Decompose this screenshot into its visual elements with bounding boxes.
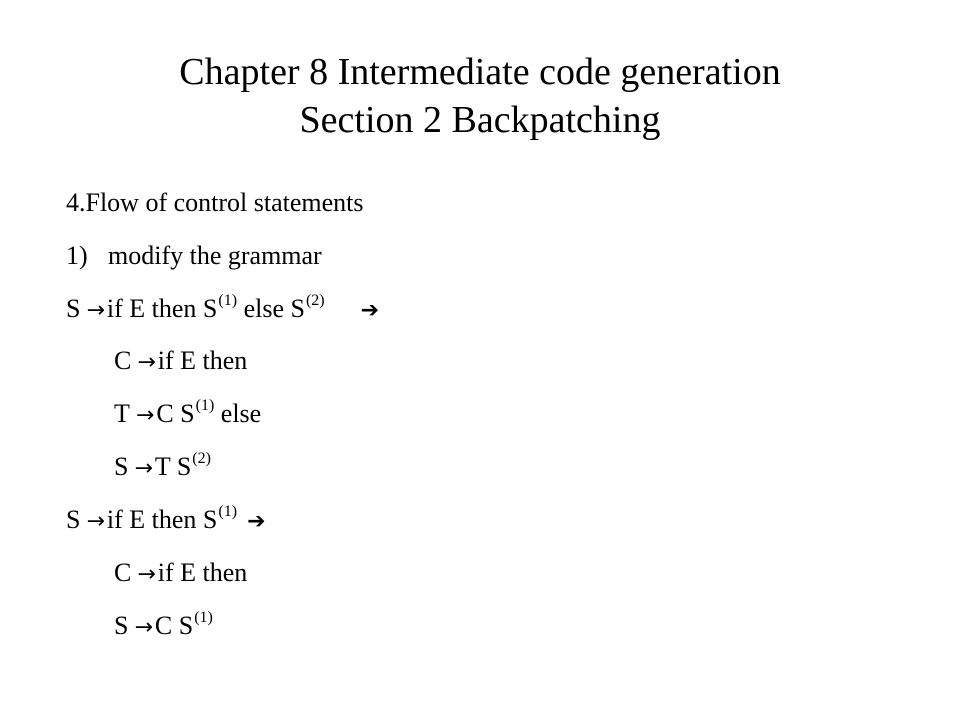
grammar-rule-s-ts xyxy=(114,452,211,484)
right-arrow-icon: → xyxy=(137,350,156,375)
rule-rhs: if E then S xyxy=(106,505,218,534)
rule-lhs: C xyxy=(114,558,132,587)
right-arrow-icon: → xyxy=(137,562,156,587)
grammar-rule-if-else xyxy=(66,294,379,326)
right-arrow-icon: → xyxy=(86,298,105,323)
right-arrow-icon: → xyxy=(134,615,153,640)
slide-title xyxy=(0,48,960,144)
right-arrow-icon: → xyxy=(86,509,105,534)
superscript: (1) xyxy=(194,609,213,626)
rule-rhs-else: else S xyxy=(237,294,305,323)
superscript: (1) xyxy=(195,397,215,414)
grammar-rule-s-cs xyxy=(114,611,213,643)
rule-rhs: T S xyxy=(154,452,192,481)
rule-rhs-tail: else xyxy=(214,399,262,428)
title-line-chapter: Chapter 8 Intermediate code generation xyxy=(179,51,781,93)
rule-rhs: C S xyxy=(154,611,194,640)
superscript: (1) xyxy=(218,503,238,520)
rule-rhs: if E then S xyxy=(106,294,218,323)
step-number: 1) xyxy=(66,241,88,270)
step-item xyxy=(66,241,322,271)
superscript: (2) xyxy=(305,292,325,309)
section-heading: 4.Flow of control statements xyxy=(66,188,364,217)
rule-lhs: S xyxy=(66,294,81,323)
rule-lhs: T xyxy=(114,399,130,428)
superscript: (2) xyxy=(192,450,211,467)
rule-rhs: if E then xyxy=(157,558,248,587)
grammar-rule-t xyxy=(114,399,261,431)
right-arrow-icon: → xyxy=(135,403,155,428)
rule-lhs: S xyxy=(66,505,81,534)
rule-lhs: S xyxy=(114,611,129,640)
rule-rhs: C S xyxy=(156,399,195,428)
implies-arrow-icon: ➔ xyxy=(247,509,266,534)
rule-lhs: S xyxy=(114,452,129,481)
superscript: (1) xyxy=(218,292,238,309)
rule-lhs: C xyxy=(114,346,132,375)
step-text: modify the grammar xyxy=(108,241,322,270)
right-arrow-icon: → xyxy=(134,456,153,481)
grammar-rule-c xyxy=(114,346,247,378)
title-line-section: Section 2 Backpatching xyxy=(299,99,661,141)
rule-rhs: if E then xyxy=(157,346,248,375)
grammar-rule-c2 xyxy=(114,558,247,590)
grammar-rule-if xyxy=(66,505,266,537)
implies-arrow-icon: ➔ xyxy=(360,298,380,323)
